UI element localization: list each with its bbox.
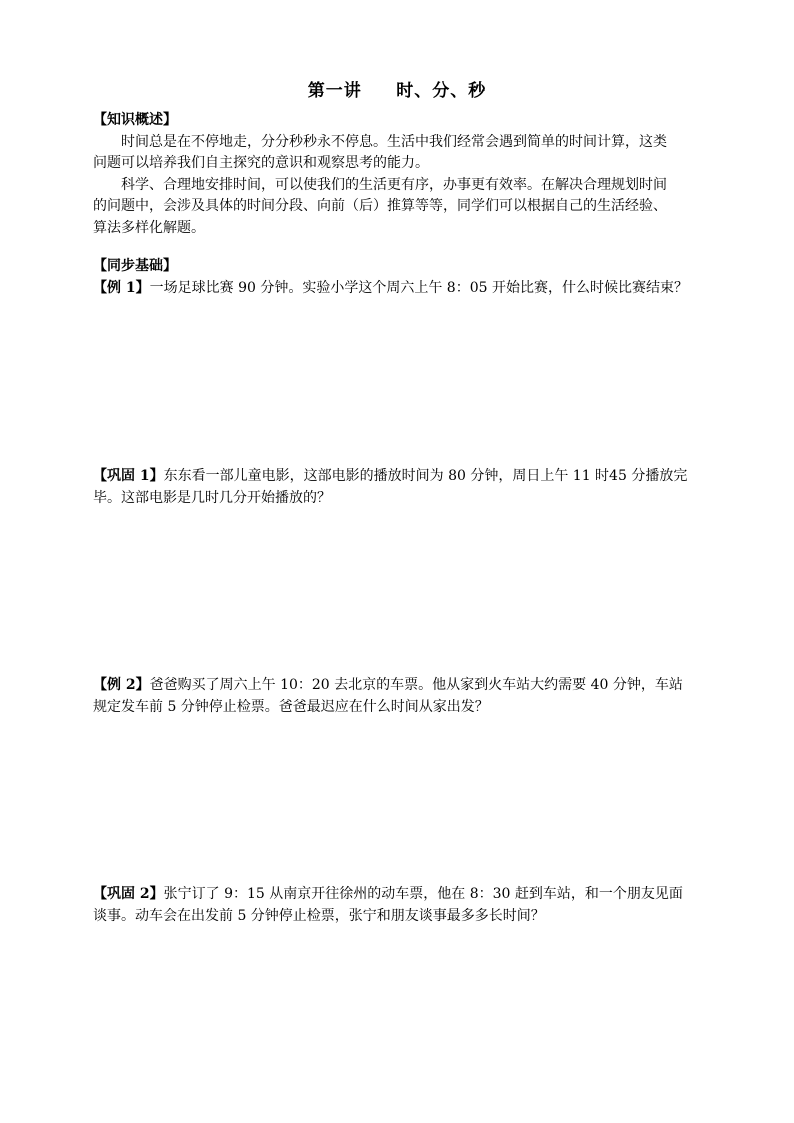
page-title: 第一讲 时、分、秒: [307, 81, 487, 101]
overview-paragraph-1-line-2: 问题可以培养我们自主探究的意识和观察思考的能力。: [93, 155, 429, 171]
practice-2-label: 【巩固 2】: [93, 886, 164, 902]
overview-paragraph-1-line-1: 时间总是在不停地走，分分秒秒永不停息。生活中我们经常会遇到简单的时间计算，这类: [121, 133, 667, 150]
example-2-label: 【例 2】: [93, 677, 150, 693]
overview-paragraph-2-line-3: 算法多样化解题。: [93, 219, 205, 236]
example-1-text: 一场足球比赛 90 分钟。实验小学这个周六上午 8：05 开始比赛，什么时候比赛结束？: [149, 279, 688, 296]
example-2-text-line-2: 规定发车前 5 分钟停止检票。爸爸最迟应在什么时间从家出发？: [93, 698, 489, 715]
practice-2-text-line-1: 张宁订了 9：15 从南京开往徐州的动车票，他在 8：30 赶到车站，和一个朋友见面: [163, 886, 683, 902]
basics-section: [93, 256, 733, 299]
practice-1-text-line-2: 毕。这部电影是几时几分开始播放的？: [93, 489, 331, 506]
overview-section: [93, 110, 733, 239]
example-2: [93, 675, 733, 718]
practice-2-text-line-2: 谈事。动车会在出发前 5 分钟停止检票，张宁和朋友谈事最多多长时间？: [93, 907, 545, 924]
overview-paragraph-2-line-1: 科学、合理地安排时间，可以使我们的生活更有序，办事更有效率。在解决合理规划时间: [121, 176, 667, 193]
example-1: [93, 278, 733, 300]
example-1-label: 【例 1】: [93, 279, 150, 296]
overview-heading: 【知识概述】: [93, 112, 177, 128]
practice-1: [93, 466, 733, 509]
overview-paragraph-2-line-2: 的问题中，会涉及具体的时间分段、向前（后）推算等等，同学们可以根据自己的生活经验、: [93, 198, 667, 214]
practice-2: [93, 884, 733, 927]
example-2-text-line-1: 爸爸购买了周六上午 10：20 去北京的车票。他从家到火车站大约需要 40 分钟，车站: [149, 677, 683, 693]
basics-heading: 【同步基础】: [93, 258, 177, 274]
practice-1-label: 【巩固 1】: [93, 468, 164, 484]
practice-1-text-line-1: 东东看一部儿童电影，这部电影的播放时间为 80 分钟，周日上午 11 时45 分播放完: [163, 468, 688, 484]
